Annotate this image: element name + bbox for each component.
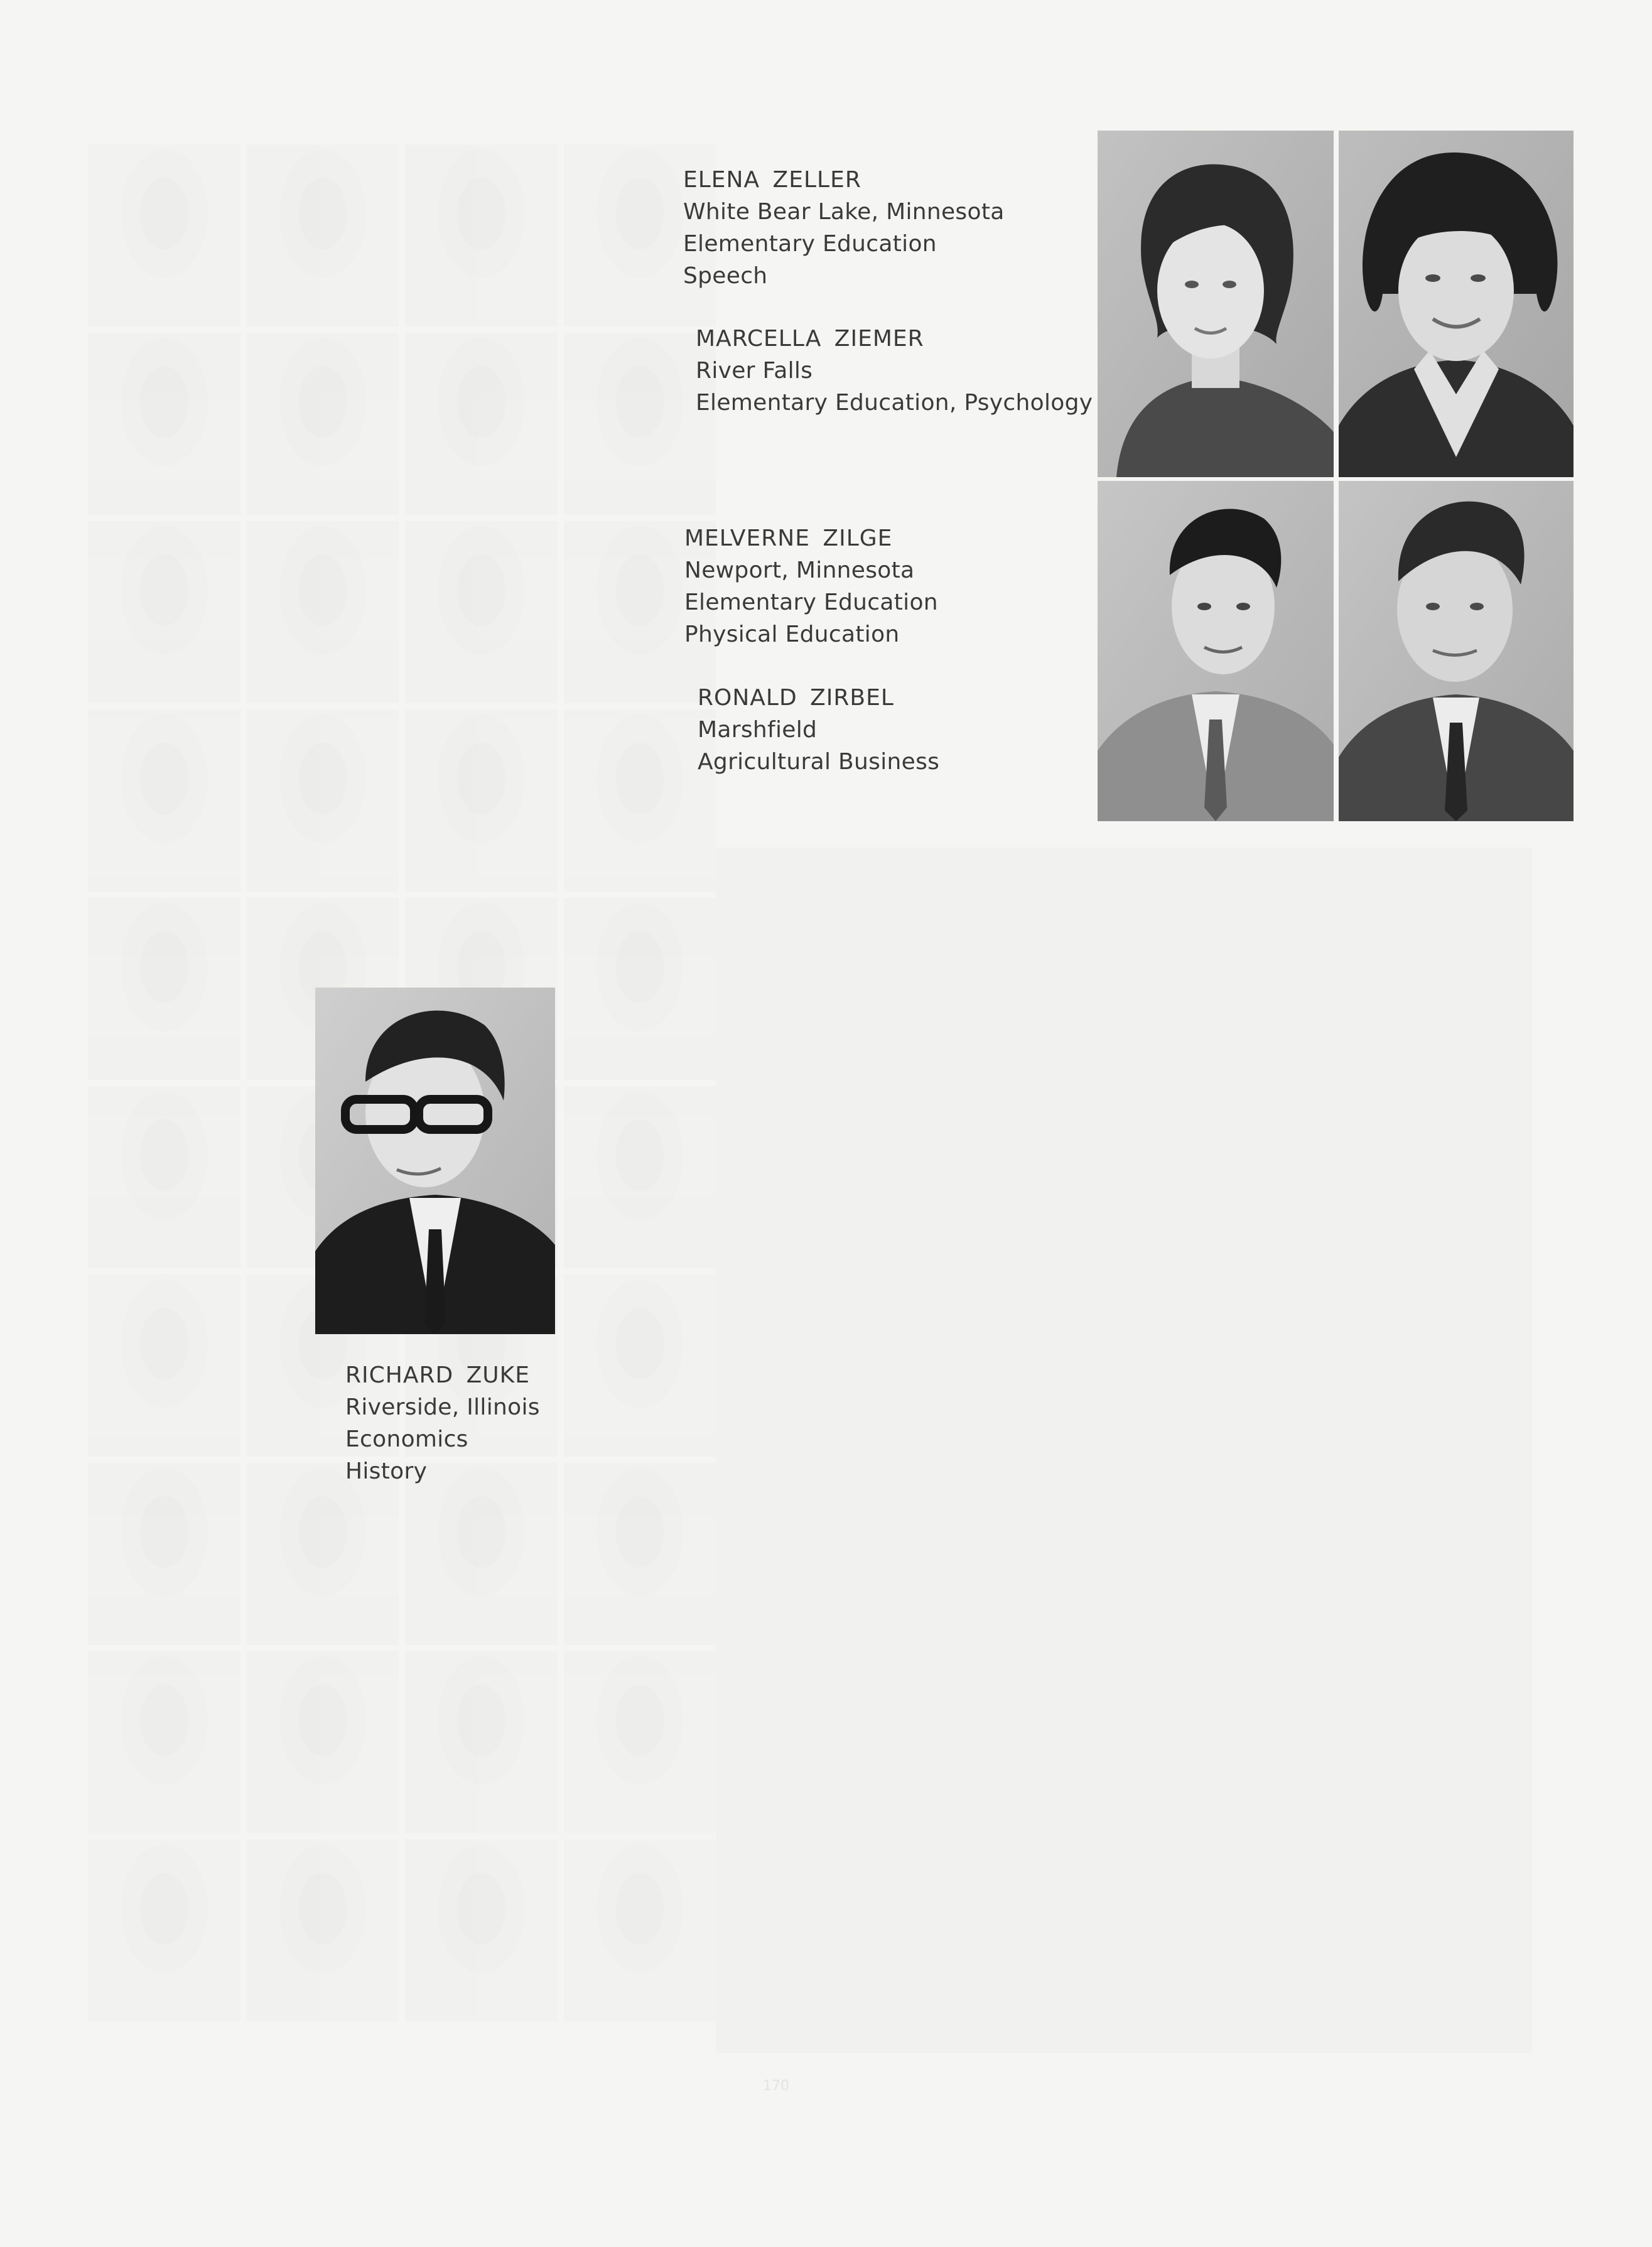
- student-hometown: Riverside, Illinois: [345, 1394, 540, 1420]
- portrait-marcella-ziemer: [1339, 131, 1574, 477]
- student-major: Elementary Education: [684, 590, 938, 615]
- entry-ronald-zirbel: [698, 682, 939, 778]
- student-hometown: White Bear Lake, Minnesota: [683, 199, 1005, 225]
- student-hometown: River Falls: [696, 358, 813, 384]
- portrait-elena-zeller: [1098, 131, 1334, 477]
- student-name: MELVERNE ZILGE: [684, 525, 893, 551]
- student-major: Elementary Education, Psychology: [696, 390, 1093, 416]
- student-hometown: Marshfield: [698, 717, 818, 743]
- student-name: MARCELLA ZIEMER: [696, 326, 924, 352]
- entry-marcella-ziemer: [696, 323, 1093, 419]
- portrait-melverne-zilge: [1098, 481, 1334, 821]
- student-minor: Physical Education: [684, 622, 900, 647]
- student-name: RICHARD ZUKE: [345, 1362, 531, 1388]
- entry-richard-zuke: [345, 1359, 540, 1487]
- portrait-ronald-zirbel: [1339, 481, 1574, 821]
- student-minor: History: [345, 1458, 428, 1484]
- student-major: Economics: [345, 1426, 468, 1452]
- student-minor: Speech: [683, 263, 768, 289]
- page-number: 170: [763, 2078, 789, 2094]
- bleed-through-photo: [716, 848, 1532, 2053]
- student-name: ELENA ZELLER: [683, 167, 861, 193]
- portrait-richard-zuke: [315, 988, 555, 1334]
- entry-melverne-zilge: [684, 522, 938, 650]
- student-name: RONALD ZIRBEL: [698, 685, 894, 711]
- student-major: Agricultural Business: [698, 749, 940, 775]
- entry-elena-zeller: [683, 164, 1005, 292]
- student-major: Elementary Education: [683, 231, 937, 257]
- student-hometown: Newport, Minnesota: [684, 558, 915, 583]
